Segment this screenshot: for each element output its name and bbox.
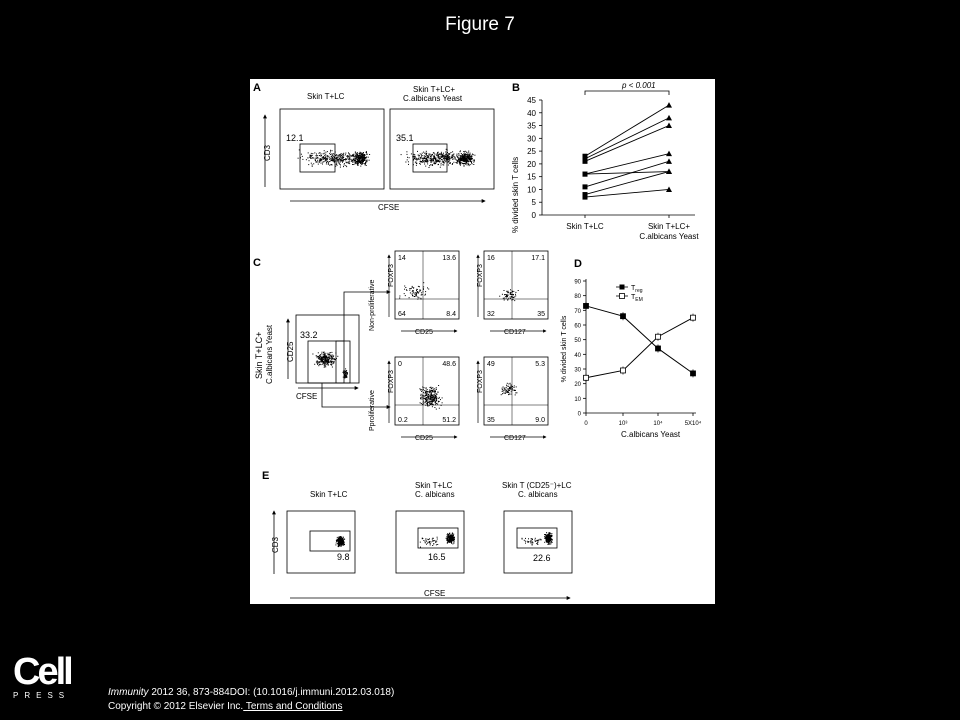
panel-c-side-label-1: Skin T+LC+ <box>254 331 264 379</box>
panel-b-significance-bracket <box>585 91 669 95</box>
panel-d-letter: D <box>574 258 582 270</box>
panel-b-series <box>583 102 673 200</box>
panel-b-ytick-label: 20 <box>527 159 536 169</box>
panel-d-ytick-label: 80 <box>574 294 581 301</box>
citation-journal: Immunity <box>108 687 149 698</box>
panel-d-series-reg <box>584 302 696 377</box>
panel-c-row1-label: Non-proliferative <box>369 279 376 331</box>
panel-b-point-after <box>666 158 672 164</box>
panel-b-ytick-label: 40 <box>527 108 536 118</box>
panel-b-point-after <box>666 151 672 157</box>
panel-e-yaxis: CD3 <box>271 536 280 553</box>
quad-plot-dots <box>501 383 518 396</box>
panel-b-yticks <box>527 96 669 220</box>
panel-c-xlabel: CFSE <box>296 392 318 401</box>
panel-e-plot3-label2: C. albicans <box>518 490 558 499</box>
panel-a <box>253 82 494 212</box>
quad-value-br: 9.0 <box>535 417 545 424</box>
panel-c-connector-top <box>344 292 390 341</box>
panel-a-yaxis: CD3 <box>263 144 272 161</box>
panel-e-plot1-label1: Skin T+LC <box>310 490 348 499</box>
panel-e-plot3-gate-value: 22.6 <box>533 553 551 563</box>
quad-value-br: 35 <box>537 311 545 318</box>
panel-b-ytick-label: 5 <box>531 198 536 208</box>
panel-d-line <box>586 318 693 378</box>
panel-b-series-line <box>583 169 673 177</box>
panel-c-main-gate-value: 33.2 <box>300 330 318 340</box>
panel-d-point <box>691 315 696 320</box>
panel-b-ytick-label: 0 <box>531 211 536 220</box>
legend-tem-label: $T_{EM}$ <box>631 294 643 303</box>
quad-ylabel: FOXP3 <box>477 264 484 287</box>
panel-d-xlabel: C.albicans Yeast <box>621 430 681 439</box>
panel-e-letter: E <box>262 470 270 482</box>
citation-details: 2012 36, 873-884DOI: (10.1016/j.immuni.2012.03.018) <box>148 687 395 698</box>
panel-e-plot3-label1: Skin T (CD25⁻)+LC <box>502 481 572 490</box>
quad-value-tr: 17.1 <box>531 255 545 262</box>
panel-c-letter: C <box>253 257 261 269</box>
panel-d-xtick-label: 10³ <box>618 421 628 427</box>
panel-a-plot2-frame <box>390 109 494 189</box>
panel-e <box>262 470 572 598</box>
panel-e-dots <box>335 532 553 548</box>
panel-c-main-plot-frame <box>296 315 359 383</box>
panel-e-plot2-label2: C. albicans <box>415 490 455 499</box>
panel-d-point <box>621 368 626 373</box>
quad-value-tl: 14 <box>398 255 406 262</box>
panel-d-ytick-label: 30 <box>574 367 581 374</box>
panel-c-main-dots <box>312 352 348 379</box>
panel-d-ytick-label: 90 <box>574 279 581 286</box>
panel-d-point <box>621 314 626 319</box>
logo-word: Cell <box>13 651 71 693</box>
legend-treg-marker <box>620 285 625 290</box>
quad-value-tr: 48.6 <box>442 361 456 368</box>
logo-sub: PRESS <box>13 691 71 700</box>
panel-b-point-after <box>666 123 672 129</box>
panel-d-point <box>584 375 589 380</box>
panel-b-ytick-label: 25 <box>527 147 536 157</box>
panel-e-xaxis: CFSE <box>424 589 446 598</box>
panel-c-row2-label: Pproliferative <box>369 390 376 431</box>
panel-e-plot2-gate-value: 16.5 <box>428 552 446 562</box>
panel-b-ytick-label: 30 <box>527 134 536 144</box>
panel-a-plot2-gate-value: 35.1 <box>396 133 414 143</box>
panel-d-line <box>586 306 693 373</box>
panel-a-plot1-label: Skin T+LC <box>307 92 345 101</box>
panel-b-series-line <box>583 186 673 199</box>
panel-b-connector <box>585 189 669 197</box>
quad-ylabel: FOXP3 <box>477 370 484 393</box>
quad-xlabel: CD127 <box>504 329 526 336</box>
panel-d-point <box>691 371 696 376</box>
slide-title: Figure 7 <box>445 14 515 35</box>
panel-d-ytick-label: 20 <box>574 382 581 389</box>
panel-d-series-em <box>584 314 696 382</box>
panel-c-side-label-2: C.albicans Yeast <box>265 324 274 384</box>
panel-d-ytick-label: 60 <box>574 323 581 330</box>
panel-b-letter: B <box>512 82 520 94</box>
panel-b-ytick-label: 45 <box>527 96 536 105</box>
panel-b-series-line <box>583 123 673 164</box>
panel-d-ytick-label: 0 <box>577 411 581 418</box>
citation <box>108 686 394 714</box>
panel-a-plot2-label1: Skin T+LC+ <box>413 85 456 94</box>
quad-value-bl: 35 <box>487 417 495 424</box>
panel-d-point <box>656 334 661 339</box>
quad-value-tl: 16 <box>487 255 495 262</box>
panel-d-xtick-label: 5X10⁴ <box>684 421 702 427</box>
quad-value-tl: 49 <box>487 361 495 368</box>
quad-xlabel: CD25 <box>415 329 433 336</box>
panel-d-ytick-label: 70 <box>574 308 581 315</box>
quad-plot-dots <box>499 289 519 301</box>
panel-b-xtick-1a: Skin T+LC+ <box>647 222 691 231</box>
panel-a-plot2-label2: C.albicans Yeast <box>403 94 463 103</box>
panel-b-ytick-label: 10 <box>527 185 536 195</box>
citation-line2 <box>108 700 394 714</box>
figure-image <box>250 79 715 604</box>
panel-e-plot1-gate-value: 9.8 <box>337 552 350 562</box>
panel-b-ytick-label: 35 <box>527 121 536 131</box>
quad-value-bl: 64 <box>398 311 406 318</box>
legend-treg-label: $T_{reg}$ <box>631 285 643 294</box>
panel-d-series <box>584 302 696 382</box>
panel-d-xtick-label: 10⁴ <box>653 421 663 427</box>
quad-ylabel: FOXP3 <box>388 370 395 393</box>
quad-xlabel: CD25 <box>415 435 433 442</box>
panel-d-ytick-label: 10 <box>574 396 581 403</box>
quad-value-br: 51.2 <box>442 417 456 424</box>
panel-d <box>561 258 702 439</box>
quad-value-tr: 13.6 <box>442 255 456 262</box>
quad-value-tl: 0 <box>398 361 402 368</box>
panel-c-ylabel: CD25 <box>286 341 295 362</box>
panel-b-point-before <box>583 184 588 189</box>
panel-d-legend <box>616 285 643 304</box>
panel-b-point-before <box>583 172 588 177</box>
panel-b-point-after <box>666 115 672 121</box>
panel-d-ytick-label: 50 <box>574 338 581 345</box>
panel-b-ytick-label: 15 <box>527 172 536 182</box>
panel-c-quadrant-plots <box>388 251 548 442</box>
quad-ylabel: FOXP3 <box>388 264 395 287</box>
quad-xlabel: CD127 <box>504 435 526 442</box>
panel-b-connector <box>585 154 669 174</box>
quad-value-bl: 0.2 <box>398 417 408 424</box>
panel-b-ylabel: % divided skin T cells <box>511 156 520 234</box>
panel-d-ylabel: % divided skin T cells <box>561 315 568 383</box>
quad-value-bl: 32 <box>487 311 495 318</box>
panel-b-xtick-0: Skin T+LC <box>566 222 604 231</box>
panel-e-plot1-frame <box>287 511 355 573</box>
citation-line1 <box>108 686 394 700</box>
panel-d-xtick-label: 0 <box>584 421 588 427</box>
panel-b-xtick-1b: C.albicans Yeast <box>639 232 699 241</box>
quad-plot-dots <box>399 282 429 299</box>
quad-value-tr: 5.3 <box>535 361 545 368</box>
panel-e-plot2-label1: Skin T+LC <box>415 481 453 490</box>
panel-a-xaxis: CFSE <box>378 203 400 212</box>
panel-b-series-line <box>583 115 673 161</box>
cell-press-logo <box>13 651 79 700</box>
panel-a-plot1-gate-value: 12.1 <box>286 133 304 143</box>
panel-b-point-before <box>583 195 588 200</box>
panel-d-point <box>656 346 661 351</box>
quad-value-br: 8.4 <box>446 311 456 318</box>
legend-tem-marker <box>620 294 625 299</box>
citation-copyright: Copyright © 2012 Elsevier Inc. <box>108 701 244 712</box>
panel-b-pvalue: p < 0.001 <box>622 81 656 90</box>
panel-b-point-before <box>583 159 588 164</box>
panel-d-point <box>584 303 589 308</box>
panel-c <box>253 251 548 442</box>
panel-c-connector-bottom <box>322 383 390 407</box>
panel-a-letter: A <box>253 82 261 94</box>
panel-b-point-after <box>666 102 672 108</box>
panel-a-plot1-frame <box>280 109 384 189</box>
panel-a-dots <box>298 149 476 168</box>
panel-b-connector <box>585 118 669 159</box>
terms-link[interactable]: Terms and Conditions <box>243 701 343 712</box>
panel-d-ytick-label: 40 <box>574 352 581 359</box>
panel-b <box>511 81 699 241</box>
